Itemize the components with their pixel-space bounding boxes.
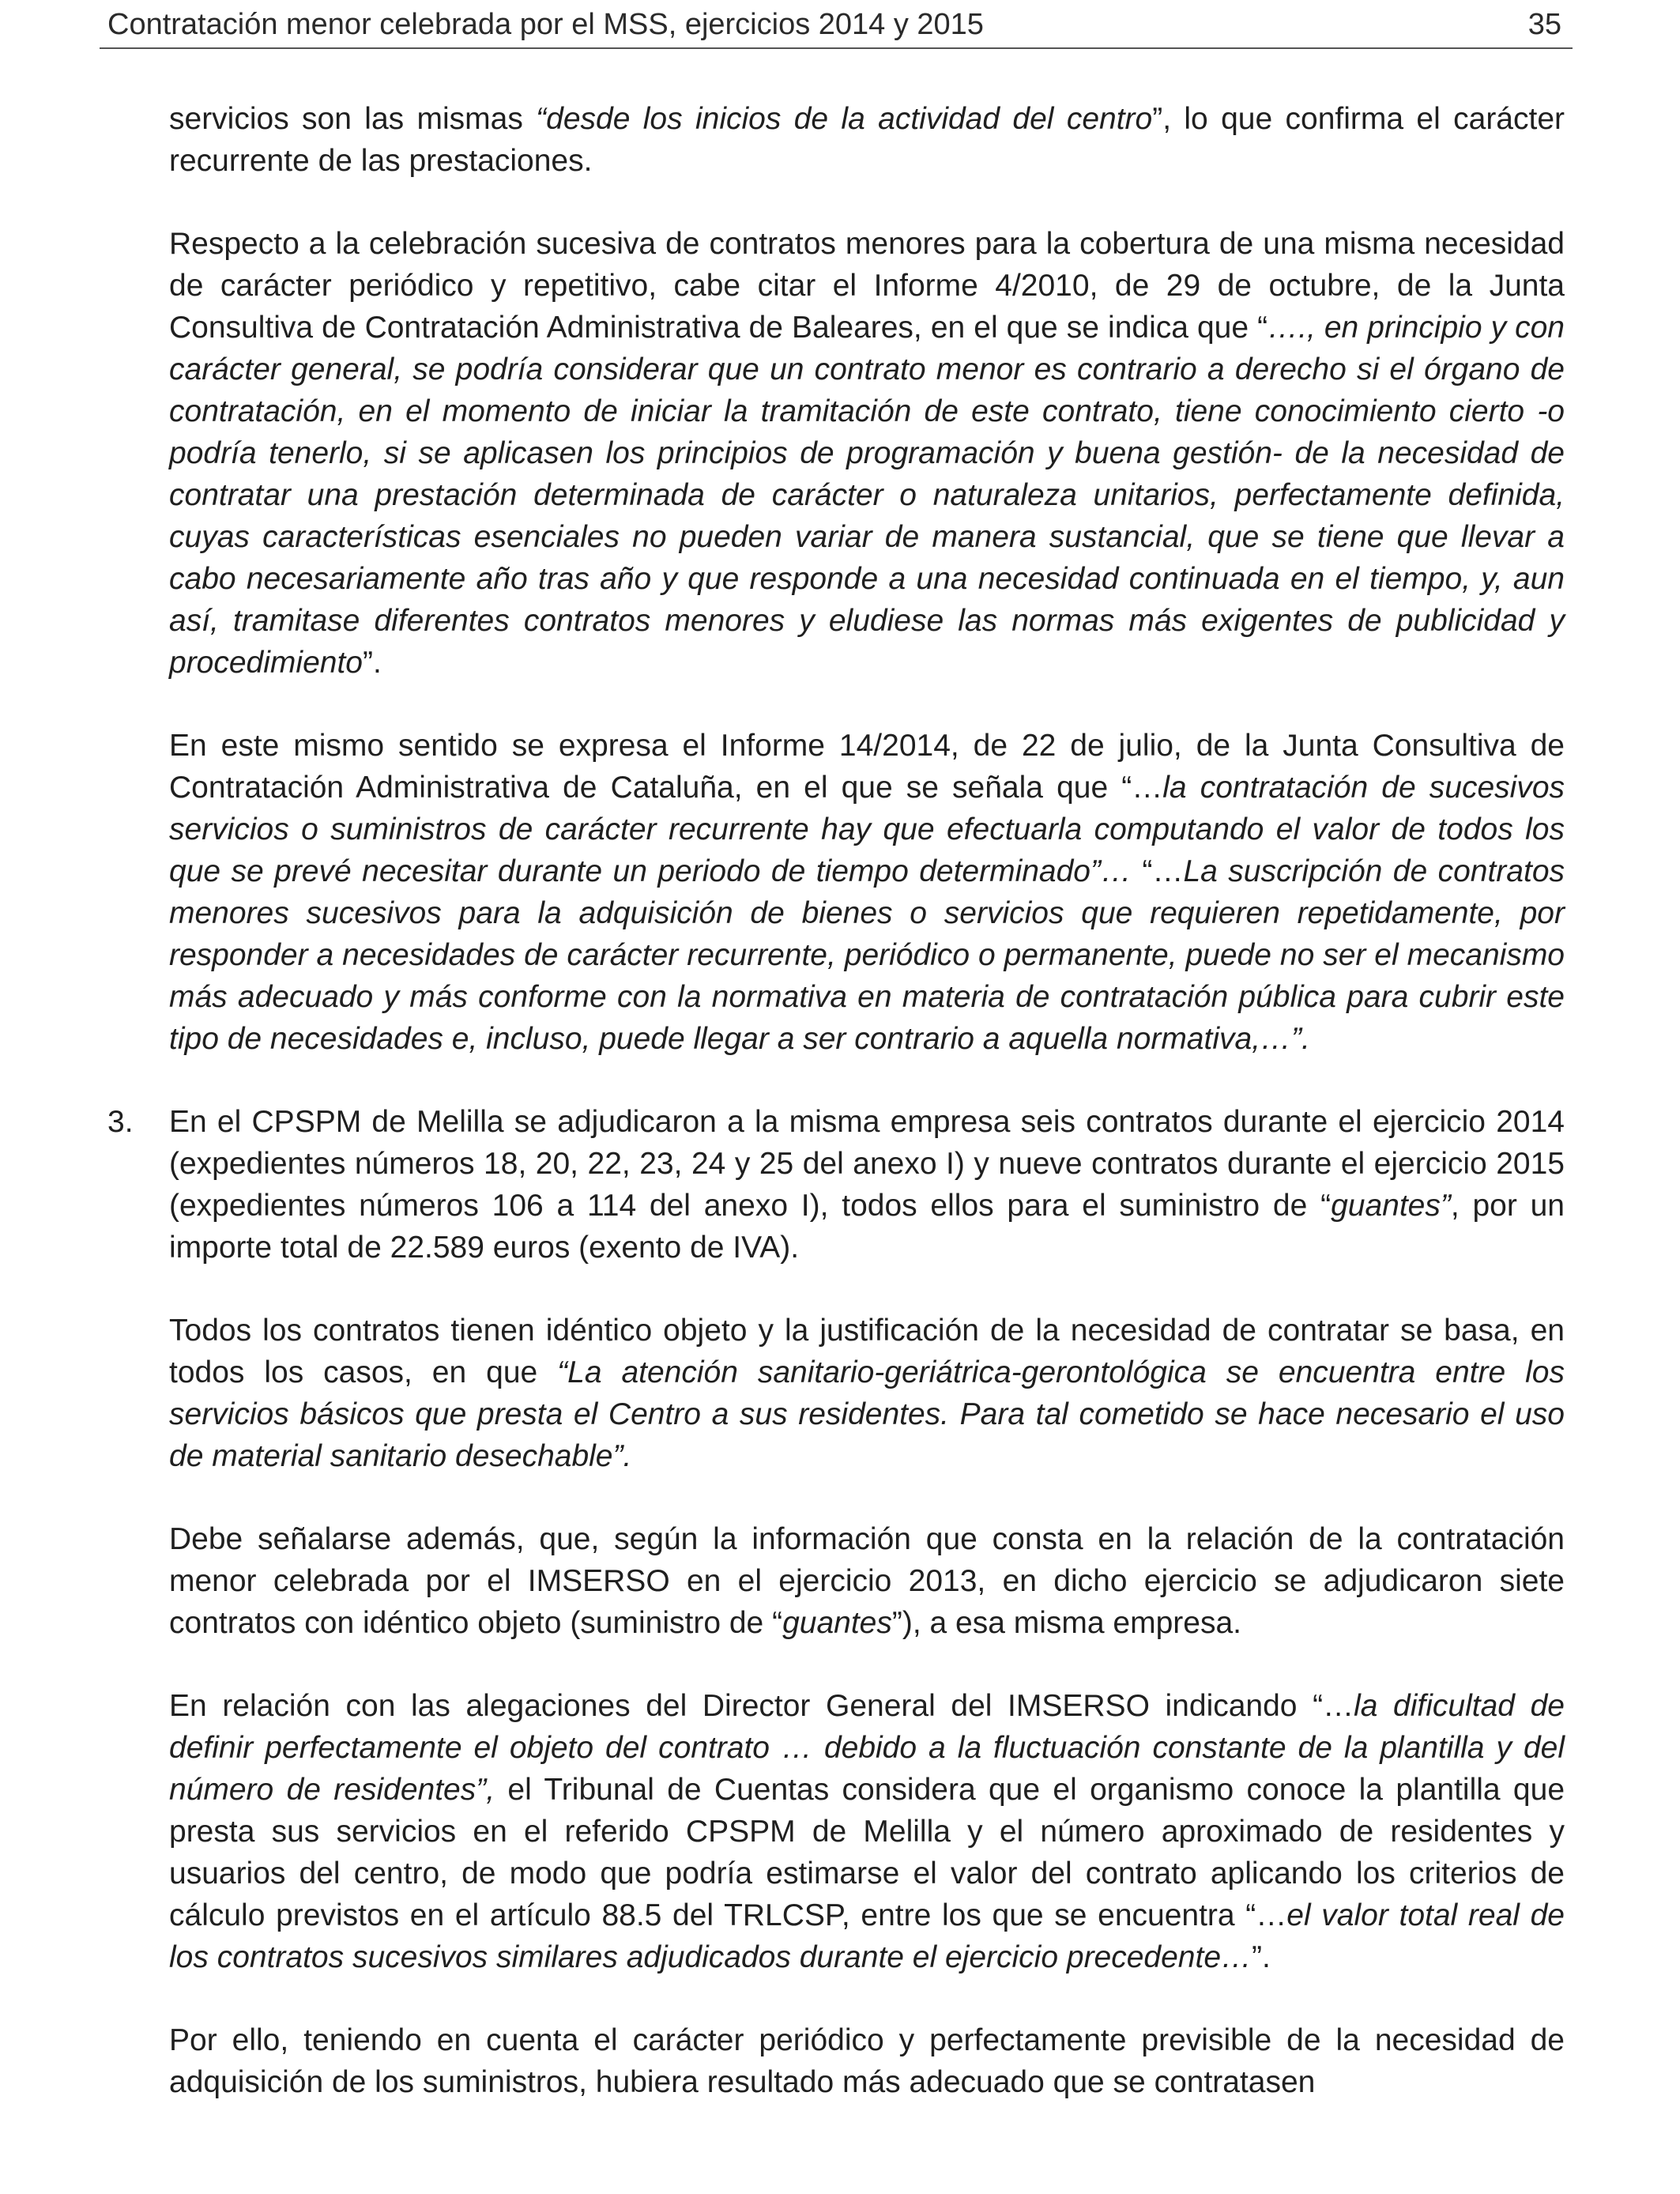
text-run: En este mismo sentido se expresa el Informe 14/2014, de 22 de julio, de la Junta Consultiva de Contratación Administrativa de Cataluña, en el que se señala que “… xyxy=(169,729,1565,805)
text-run: servicios son las mismas xyxy=(169,102,537,136)
italic-run: guantes” xyxy=(1331,1189,1451,1223)
text-run: Debe señalarse además, que, según la información que consta en la relación de la contratación menor celebrada por el IMSERSO en el ejercicio 2013, en dicho ejercicio se adjudicaron siete contratos con idéntico objeto (suministro de “ xyxy=(169,1522,1565,1640)
italic-run: “desde los inicios de la actividad del centro xyxy=(536,102,1153,136)
page-header xyxy=(100,5,1573,44)
italic-run: “La atención sanitario-geriátrica-gerontológica se encuentra entre los servicios básicos que presta el Centro a sus residentes. Para tal cometido se hace necesario el uso de material sanitario desechable”. xyxy=(169,1355,1565,1473)
page-number: 35 xyxy=(1527,8,1561,41)
document-body xyxy=(107,98,1565,2103)
text-run: En relación con las alegaciones del Director General del IMSERSO indicando “… xyxy=(169,1689,1354,1723)
italic-run: el valor total real de los contratos sucesivos similares adjudicados durante el ejercicio precedente… xyxy=(169,1898,1565,1974)
italic-run: …., en principio y con carácter general, se podría considerar que un contrato menor es contrario a derecho si el órgano de contratación, en el momento de iniciar la tramitación de este contrato, tiene conocimiento cierto -o podría tenerlo, si se aplicasen los principios de programación y buena gestión- de la necesidad de contratar una prestación determinada de carácter o naturaleza unitarios, perfectamente definida, cuyas características esenciales no pueden variar de manera sustancial, que se tiene que llevar a cabo necesariamente año tras año y que responde a una necesidad continuada en el tiempo, y, aun así, tramitase diferentes contratos menores y eludiese las normas más exigentes de publicidad y procedimiento xyxy=(169,311,1565,680)
header-rule xyxy=(100,47,1573,49)
text-run: , por un importe total de 22.589 euros (exento de IVA). xyxy=(169,1189,1565,1265)
paragraph xyxy=(169,725,1565,1060)
text-run: Respecto a la celebración sucesiva de contratos menores para la cobertura de una misma necesidad de carácter periódico y repetitivo, cabe citar el Informe 4/2010, de 29 de octubre, de la Junta Consultiva de Contratación Administrativa de Baleares, en el que se indica que “ xyxy=(169,227,1565,345)
header-title: Contratación menor celebrada por el MSS, ejercicios 2014 y 2015 xyxy=(107,8,984,41)
italic-run: guantes xyxy=(782,1606,892,1640)
text-run: ”), a esa misma empresa. xyxy=(891,1606,1241,1640)
text-run: ”. xyxy=(1252,1940,1271,1974)
paragraph xyxy=(169,2019,1565,2103)
italic-run: la dificultad de definir perfectamente el objeto del contrato … debido a la fluctuación constante de la plantilla y del número de residentes”, xyxy=(169,1689,1565,1807)
paragraph xyxy=(169,223,1565,684)
paragraph xyxy=(169,98,1565,182)
text-run: ”, lo que confirma el carácter recurrente de las prestaciones. xyxy=(169,102,1565,178)
text-run: ”. xyxy=(362,646,382,680)
paragraph xyxy=(169,1518,1565,1644)
italic-run: La suscripción de contratos menores sucesivos para la adquisición de bienes o servicios que requieren repetidamente, por responder a necesidades de carácter recurrente, periódico o permanente, puede no ser el mecanismo más adecuado y más conforme con la normativa en materia de contratación pública para cubrir este tipo de necesidades e, incluso, puede llegar a ser contrario a aquella normativa,…”. xyxy=(169,854,1565,1056)
text-run: En el CPSPM de Melilla se adjudicaron a la misma empresa seis contratos durante el ejercicio 2014 (expedientes números 18, 20, 22, 23, 24 y 25 del anexo I) y nueve contratos durante el ejercicio 2015 (expedientes números 106 a 114 del anexo I), todos ellos para el suministro de “ xyxy=(169,1105,1565,1223)
paragraph xyxy=(169,1310,1565,1477)
italic-run: la contratación de sucesivos servicios o suministros de carácter recurrente hay que efectuarla computando el valor de todos los que se prevé necesitar durante un periodo de tiempo determinado”… xyxy=(169,771,1565,888)
text-run: “… xyxy=(1132,854,1184,888)
text-run: Por ello, teniendo en cuenta el carácter periódico y perfectamente previsible de la necesidad de adquisición de los suministros, hubiera resultado más adecuado que se contratasen xyxy=(169,2023,1565,2099)
paragraph xyxy=(169,1685,1565,1978)
text-run: el Tribunal de Cuentas considera que el organismo conoce la plantilla que presta sus servicios en el referido CPSPM de Melilla y el número aproximado de residentes y usuarios del centro, de modo que podría estimarse el valor del contrato aplicando los criterios de cálculo previstos en el artículo 88.5 del TRLCSP, entre los que se encuentra “… xyxy=(169,1773,1565,1932)
text-run: Todos los contratos tienen idéntico objeto y la justificación de la necesidad de contratar se basa, en todos los casos, en que xyxy=(169,1314,1565,1389)
numbered-paragraph xyxy=(107,1101,1565,1269)
numbered-paragraph-text xyxy=(169,1101,1565,1269)
list-number: 3. xyxy=(107,1105,134,1139)
